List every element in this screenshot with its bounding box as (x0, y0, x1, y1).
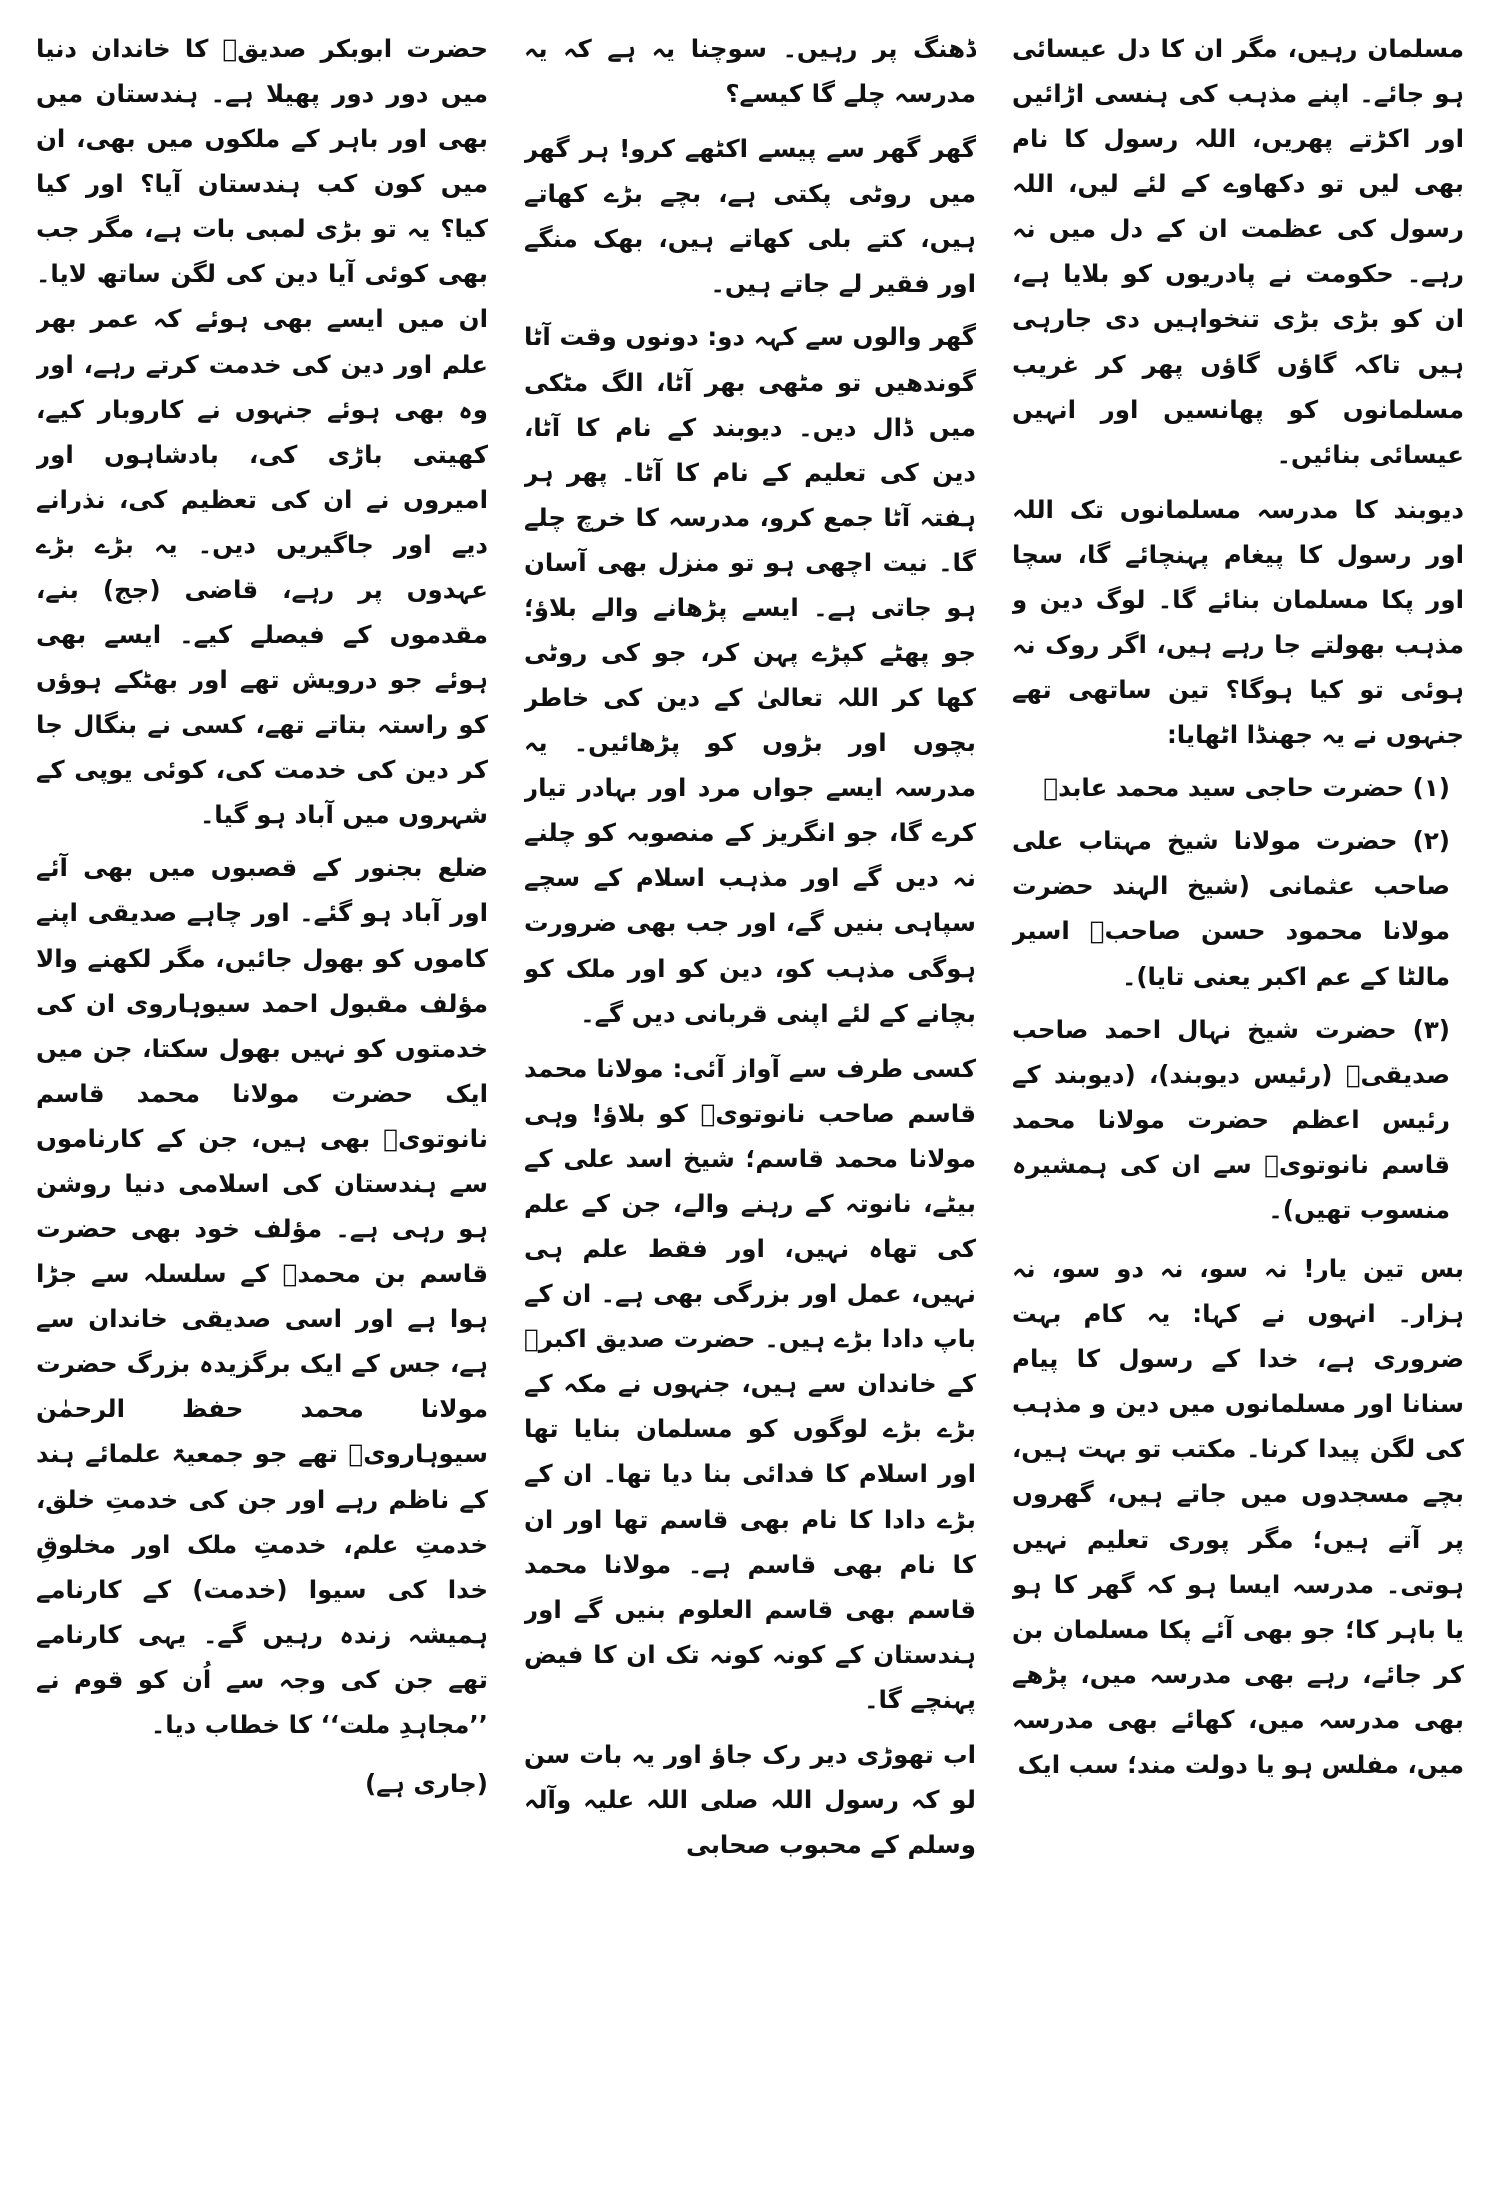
paragraph: (جاری ہے) (364, 1768, 488, 1798)
paragraph: اب تھوڑی دیر رک جاؤ اور یہ بات سن لو کہ رسول اللہ صلی اللہ علیہ وآلہ وسلم کے محبوب صحابی (524, 1739, 976, 1860)
paragraph: کسی طرف سے آواز آئی: مولانا محمد قاسم صاحب نانوتویؒ کو بلاؤ! وہی مولانا محمد قاسم؛ شیخ اسد علی کے بیٹے، نانوتہ کے رہنے والے، جن کے علم کی تھاہ نہیں، اور فقط علم ہی نہیں، عمل اور بزرگی بھی ہے۔ ان کے باپ دادا بڑے ہیں۔ حضرت صدیق اکبرؓ کے خاندان سے ہیں، جنہوں نے مکہ کے بڑے بڑے لوگوں کو مسلمان بنایا تھا اور اسلام کا فدائی بنا دیا تھا۔ ان کے بڑے دادا کا نام بھی قاسم تھا اور ان کا نام بھی قاسم ہے۔ مولانا محمد قاسم بھی قاسم العلوم بنیں گے اور ہندستان کے کونہ کونہ تک ان کا فیض پہنچے گا۔ (524, 1053, 976, 1714)
column-right (1012, 26, 1464, 2176)
paragraph: ضلع بجنور کے قصبوں میں بھی آئے اور آباد ہو گئے۔ اور چاہے صدیقی اپنے کاموں کو بھول جائیں، مگر لکھنے والا مؤلف مقبول احمد سیوہاروی ان کی خدمتوں کو نہیں بھول سکتا، جن میں ایک حضرت مولانا محمد قاسم نانوتویؒ بھی ہیں، جن کے کارناموں سے ہندستان کی اسلامی دنیا روشن ہو رہی ہے۔ مؤلف خود بھی حضرت قاسم بن محمدؒ کے سلسلہ سے جڑا ہوا ہے اور اسی صدیقی خاندان سے ہے، جس کے ایک برگزیدہ بزرگ حضرت مولانا محمد حفظ الرحمٰن سیوہارویؒ تھے جو جمعیۃ علمائے ہند کے ناظم رہے اور جن کی خدمتِ خلق، خدمتِ علم، خدمتِ ملک اور مخلوقِ خدا کی سیوا (خدمت) کے کارنامے ہمیشہ زندہ رہیں گے۔ یہی کارنامے تھے جن کی وجہ سے اُن کو قوم نے ’’مجاہدِ ملت‘‘ کا خطاب دیا۔ (36, 853, 488, 1739)
column-middle (524, 26, 976, 2176)
column-left (36, 26, 488, 2176)
paragraph: ڈھنگ پر رہیں۔ سوچنا یہ ہے کہ یہ مدرسہ چلے گا کیسے؟ (524, 34, 976, 109)
paragraph: حضرت ابوبکر صدیقؓ کا خاندان دنیا میں دور دور پھیلا ہے۔ ہندستان میں بھی اور باہر کے ملکوں میں بھی، ان میں کون کب ہندستان آیا؟ اور کیا کیا؟ یہ تو بڑی لمبی بات ہے، مگر جب بھی کوئی آیا دین کی لگن ساتھ لایا۔ ان میں ایسے بھی ہوئے کہ عمر بھر علم اور دین کی خدمت کرتے رہے، اور وہ بھی ہوئے جنہوں نے کاروبار کیے، کھیتی باڑی کی، بادشاہوں اور امیروں نے ان کی تعظیم کی، نذرانے دیے اور جاگیریں دیں۔ یہ بڑے بڑے عہدوں پر رہے، قاضی (جج) بنے، مقدموں کے فیصلے کیے۔ ایسے بھی ہوئے جو درویش تھے اور بھٹکے ہوؤں کو راستہ بتاتے تھے، کسی نے بنگال جا کر دین کی خدمت کی، کوئی یوپی کے شہروں میں آباد ہو گیا۔ (36, 34, 488, 830)
paragraph: گھر والوں سے کہہ دو: دونوں وقت آٹا گوندھیں تو مٹھی بھر آٹا، الگ مٹکی میں ڈال دیں۔ دیوبند کے نام کا آٹا، دین کی تعلیم کے نام کا آٹا۔ پھر ہر ہفتہ آٹا جمع کرو، مدرسہ کا خرچ چلے گا۔ نیت اچھی ہو تو منزل بھی آسان ہو جاتی ہے۔ ایسے پڑھانے والے بلاؤ؛ جو پھٹے کپڑے پہن کر، جو کی روٹی کھا کر اللہ تعالیٰ کے دین کی خاطر بچوں اور بڑوں کو پڑھائیں۔ یہ مدرسہ ایسے جواں مرد اور بہادر تیار کرے گا، جو انگریز کے منصوبہ کو چلنے نہ دیں گے اور مذہب اسلام کے سچے سپاہی بنیں گے، اور جب بھی ضرورت ہوگی مذہب کو، دین کو اور ملک کو بچانے کے لئے اپنی قربانی دیں گے۔ (524, 322, 976, 1028)
paragraph: دیوبند کا مدرسہ مسلمانوں تک اللہ اور رسول کا پیغام پہنچائے گا، سچا اور پکا مسلمان بنائے گا۔ لوگ دین و مذہب بھولتے جا رہے ہیں، اگر روک نہ ہوئی تو کیا ہوگا؟ تین ساتھی تھے جنہوں نے یہ جھنڈا اٹھایا: (1012, 494, 1464, 750)
paragraph: (۲) حضرت مولانا شیخ مہتاب علی صاحب عثمانی (شیخ الہند حضرت مولانا محمود حسن صاحبؒ اسیر مالٹا کے عم اکبر یعنی تایا)۔ (1012, 826, 1450, 991)
paragraph: (۳) حضرت شیخ نہال احمد صاحب صدیقیؒ (رئیس دیوبند)، (دیوبند کے رئیس اعظم حضرت مولانا محمد قاسم نانوتویؒ سے ان کی ہمشیرہ منسوب تھیں)۔ (1012, 1014, 1450, 1224)
paragraph: (۱) حضرت حاجی سید محمد عابدؒ (1043, 773, 1450, 803)
paragraph: مسلمان رہیں، مگر ان کا دل عیسائی ہو جائے۔ اپنے مذہب کی ہنسی اڑائیں اور اکڑتے پھریں، اللہ رسول کا نام بھی لیں تو دکھاوے کے لئے لیں، اللہ رسول کی عظمت ان کے دل میں نہ رہے۔ حکومت نے پادریوں کو بلایا ہے، ان کو بڑی بڑی تنخواہیں دی جارہی ہیں تاکہ گاؤں گاؤں پھر کر غریب مسلمانوں کو پھانسیں اور انہیں عیسائی بنائیں۔ (1012, 34, 1464, 469)
paragraph: گھر گھر سے پیسے اکٹھے کرو! ہر گھر میں روٹی پکتی ہے، بچے بڑے کھاتے ہیں، کتے بلی کھاتے ہیں، بھک منگے اور فقیر لے جاتے ہیں۔ (524, 134, 976, 299)
paragraph: بس تین یار! نہ سو، نہ دو سو، نہ ہزار۔ انہوں نے کہا: یہ کام بہت ضروری ہے، خدا کے رسول کا پیام سنانا اور مسلمانوں میں دین و مذہب کی لگن پیدا کرنا۔ مکتب تو بہت ہیں، بچے مسجدوں میں جاتے ہیں، گھروں پر آتے ہیں؛ مگر پوری تعلیم نہیں ہوتی۔ مدرسہ ایسا ہو کہ گھر کا ہو یا باہر کا؛ جو بھی آئے پکا مسلمان بن کر جائے، رہے بھی مدرسہ میں، پڑھے بھی مدرسہ میں، کھائے بھی مدرسہ میں، مفلس ہو یا دولت مند؛ سب ایک (1012, 1254, 1464, 1779)
